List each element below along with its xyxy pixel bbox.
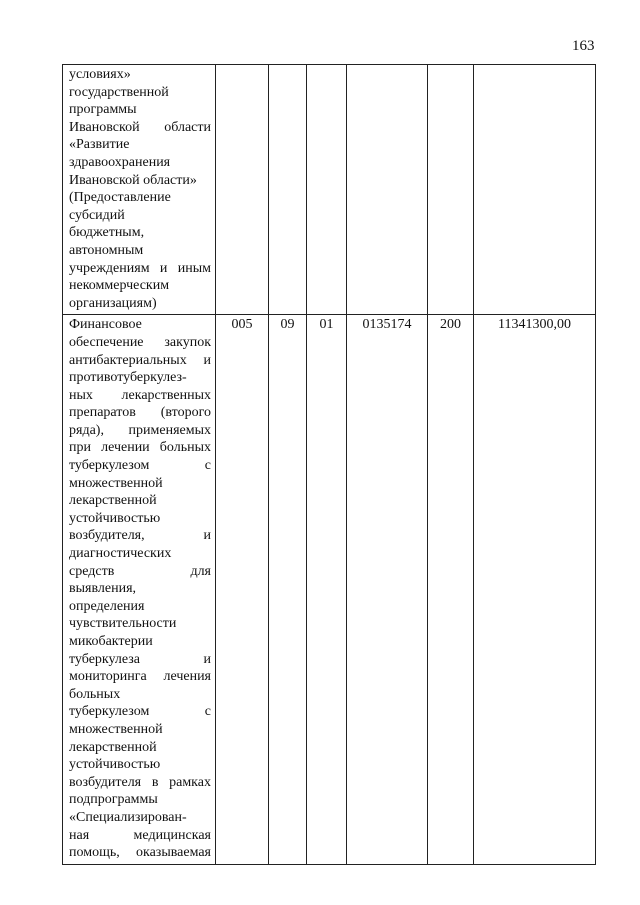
description-line: некоммерческим <box>69 278 170 294</box>
description-line: здравоохранения <box>69 154 171 170</box>
description-line: чувствительности <box>69 616 177 632</box>
description-line: устойчивостью <box>69 757 161 773</box>
table-row <box>63 65 596 315</box>
description-line: Ивановской области <box>69 119 211 135</box>
description-line: мониторинга лечения <box>69 669 211 685</box>
amount <box>474 65 596 315</box>
description-line: определения <box>69 598 145 614</box>
subsection-code <box>307 65 347 315</box>
row-description <box>63 315 216 864</box>
description-line: учреждениям и иным <box>69 260 211 276</box>
description-line: субсидий <box>69 207 125 223</box>
description-line: больных <box>69 686 121 702</box>
description-line: возбудителя, и <box>69 528 211 544</box>
description-line: «Развитие <box>69 137 130 153</box>
description-line: «Специализирован- <box>69 809 187 825</box>
expense-type-code: 200 <box>428 315 474 864</box>
description-line: Ивановской области» <box>69 172 197 188</box>
description-line: программы <box>69 102 137 118</box>
row-description <box>63 65 216 315</box>
description-line: выявления, <box>69 581 137 597</box>
budget-table <box>62 64 596 865</box>
description-line: ных лекарственных <box>69 387 211 403</box>
description-line: (Предоставление <box>69 190 171 206</box>
description-line: противотуберкулез- <box>69 370 187 386</box>
subsection-code: 01 <box>307 315 347 864</box>
ministry-code <box>216 65 269 315</box>
description-line: множественной <box>69 721 163 737</box>
description-line: бюджетным, <box>69 225 145 241</box>
description-line: туберкулезом с <box>69 458 211 474</box>
description-line: ная медицинская <box>69 827 211 843</box>
description-line: автономным <box>69 242 144 258</box>
description-line: Финансовое <box>69 317 142 333</box>
description-line: препаратов (второго <box>69 405 211 421</box>
description-line: антибактериальных и <box>69 352 211 368</box>
description-line: ряда), применяемых <box>69 422 211 438</box>
description-line: микобактерии <box>69 634 153 649</box>
description-line: устойчивостью <box>69 510 161 526</box>
description-line: условиях» <box>69 67 131 82</box>
description-line: обеспечение закупок <box>69 334 211 350</box>
description-line: государственной <box>69 84 169 100</box>
description-line: туберкулезом с <box>69 704 211 720</box>
description-line: туберкулеза и <box>69 651 211 667</box>
page-number: 163 <box>572 38 595 54</box>
description-line: помощь, оказываемая <box>69 845 211 861</box>
amount: 11341300,00 <box>474 315 596 864</box>
description-line: возбудителя в рамках <box>69 774 211 790</box>
target-article-code: 0135174 <box>347 315 428 864</box>
section-code: 09 <box>269 315 307 864</box>
description-line: лекарственной <box>69 739 157 755</box>
expense-type-code <box>428 65 474 315</box>
ministry-code: 005 <box>216 315 269 864</box>
description-line: диагностических <box>69 546 172 562</box>
description-line: подпрограммы <box>69 792 158 808</box>
table-row <box>63 315 596 864</box>
target-article-code <box>347 65 428 315</box>
description-line: при лечении больных <box>69 440 211 456</box>
description-line: организациям) <box>69 295 157 311</box>
description-line: средств для <box>69 563 211 579</box>
section-code <box>269 65 307 315</box>
description-line: множественной <box>69 475 163 491</box>
description-line: лекарственной <box>69 493 157 509</box>
